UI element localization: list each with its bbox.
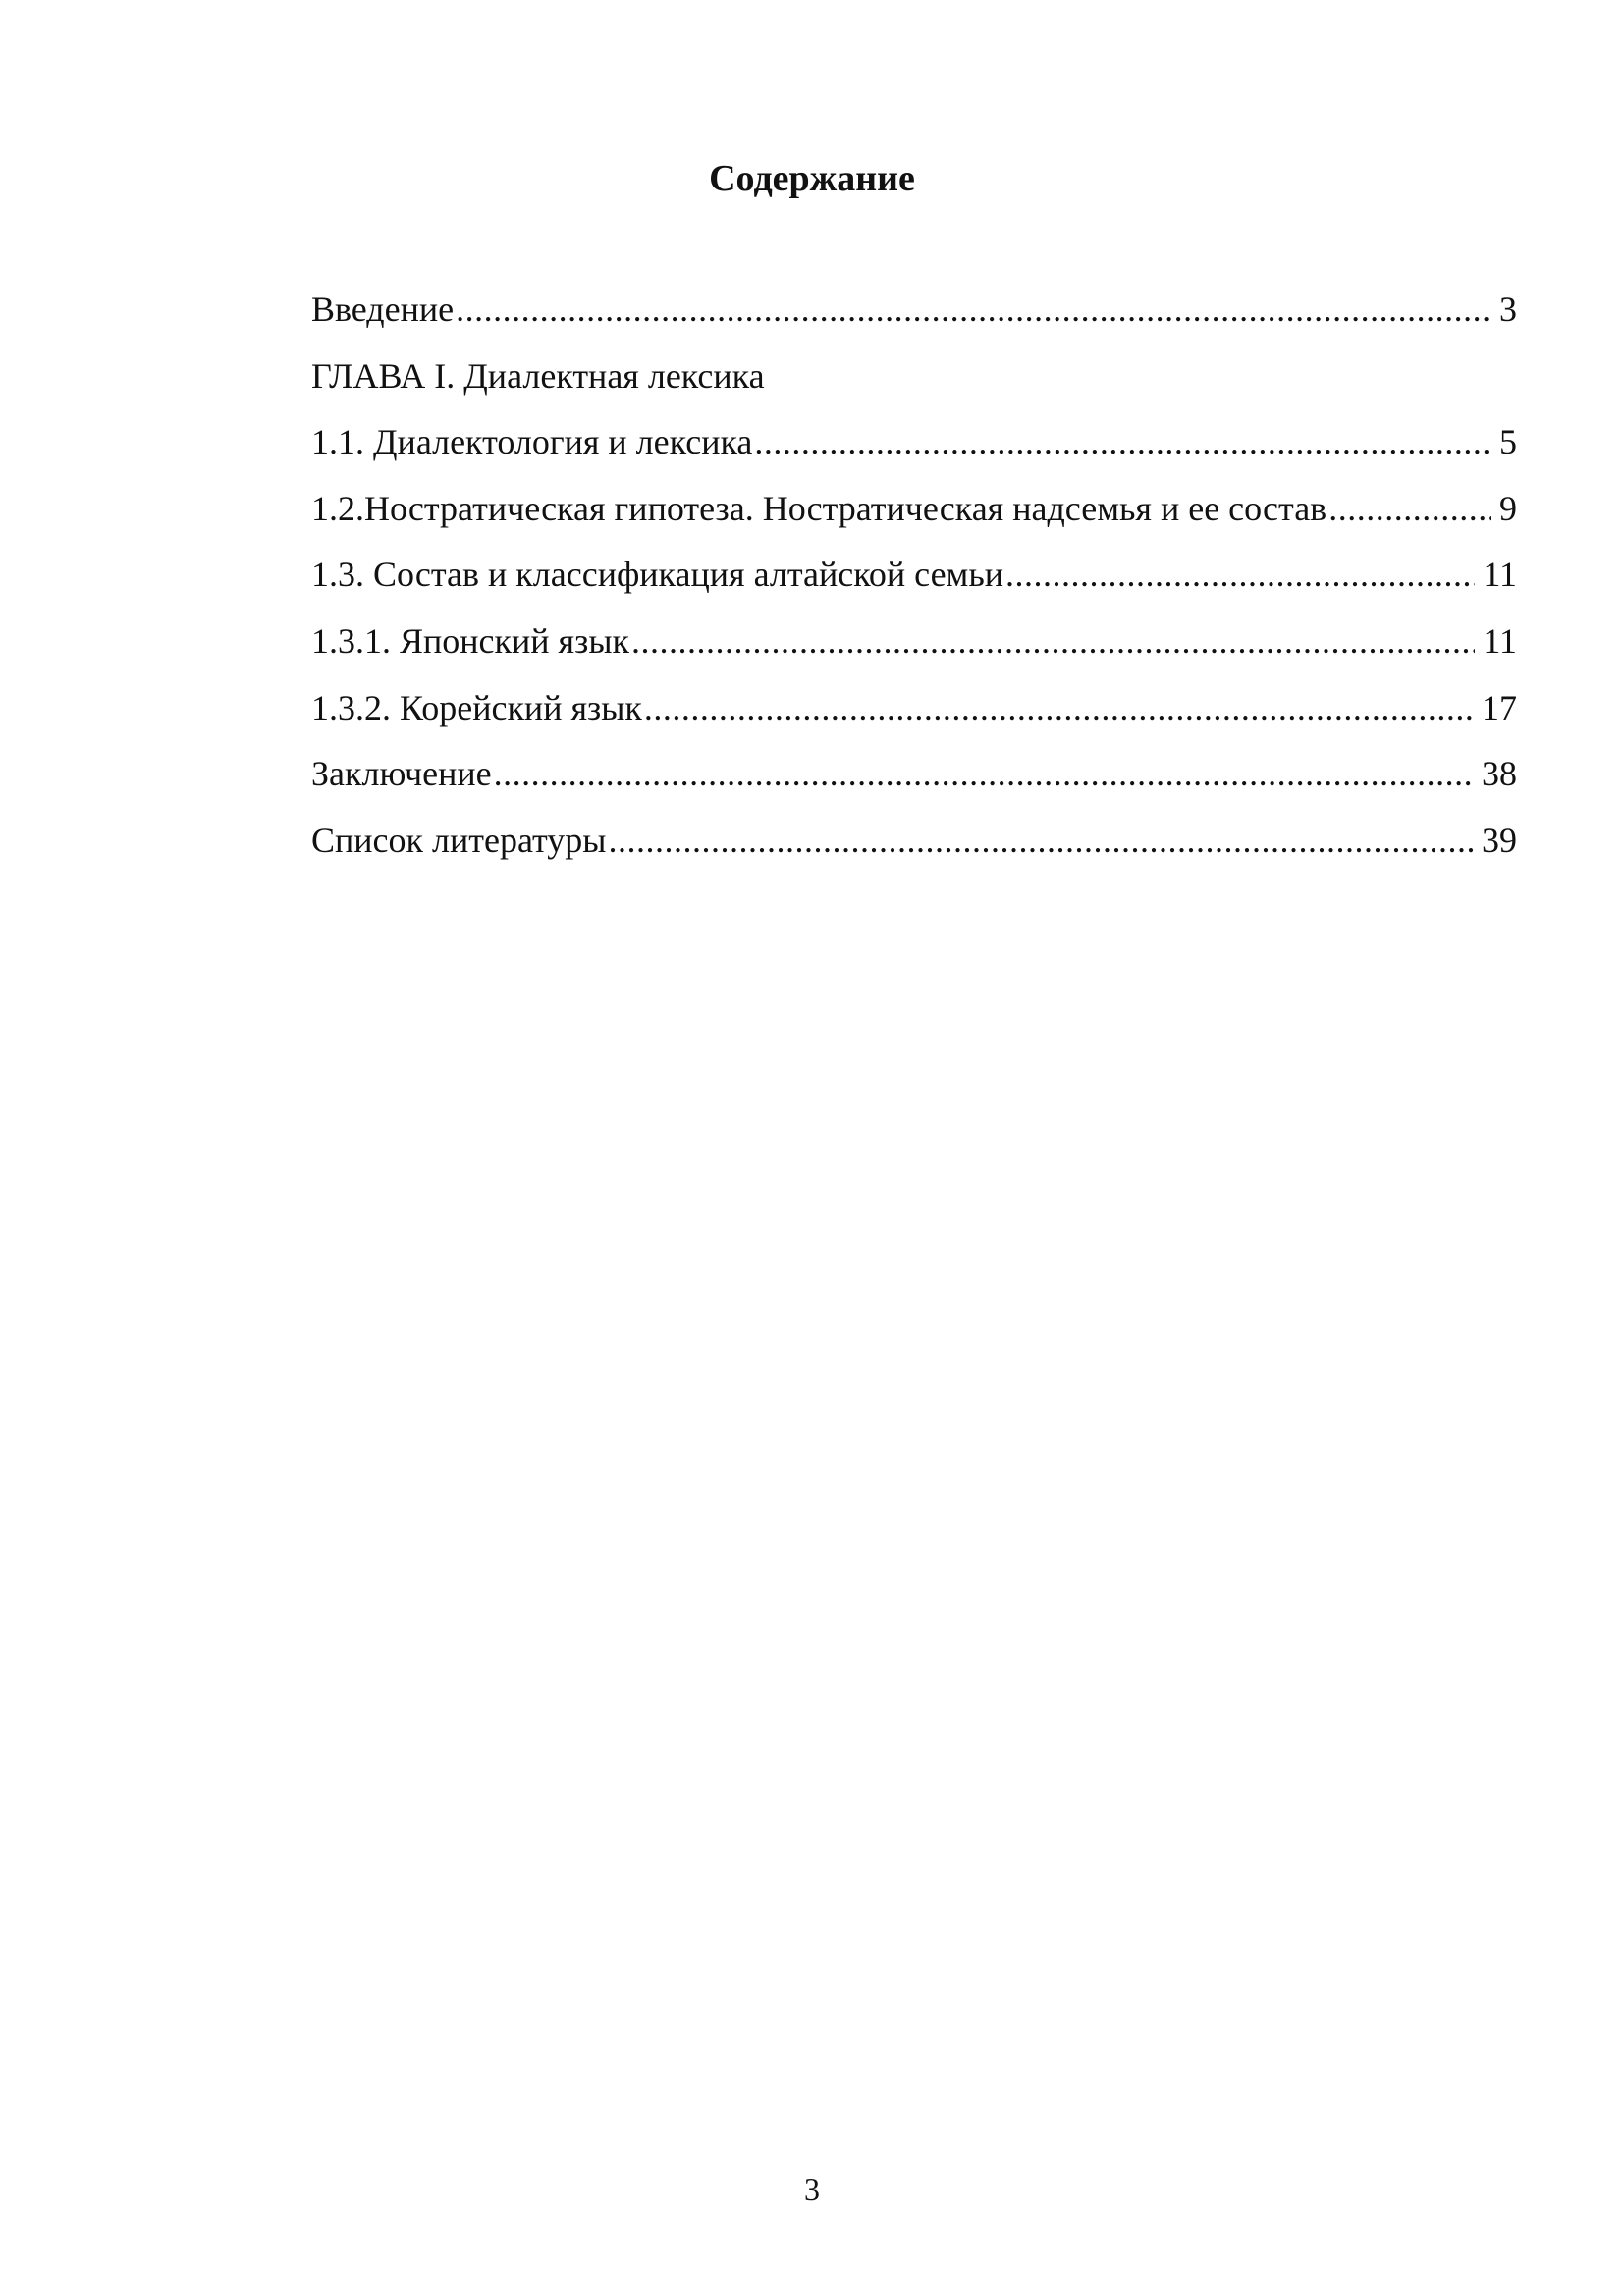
table-of-contents (311, 280, 1517, 877)
toc-dot-leader (644, 678, 1474, 737)
toc-entry-conclusion (311, 744, 1517, 811)
toc-entry-label: Список литературы (311, 820, 607, 860)
toc-entry-page: 17 (1482, 687, 1517, 727)
toc-entry-label: 1.3.1. Японский язык (311, 620, 629, 661)
toc-entry-label: Введение (311, 290, 455, 329)
toc-entry-label: 1.2.Ностратическая гипотеза. Ностратическая надсемья и ее состав (311, 488, 1327, 528)
page-number: 3 (804, 2171, 820, 2207)
toc-dot-leader (494, 744, 1474, 803)
toc-entry-1-1 (311, 412, 1517, 479)
toc-dot-leader (608, 811, 1474, 870)
toc-entry-page: 11 (1483, 620, 1517, 661)
toc-entry-page: 39 (1482, 820, 1517, 860)
toc-entry-1-3-1 (311, 612, 1517, 678)
toc-entry-1-3 (311, 545, 1517, 612)
toc-entry-label: Заключение (311, 754, 492, 794)
toc-title: Содержание (709, 158, 915, 199)
toc-entry-introduction (311, 280, 1517, 347)
toc-entry-chapter-1 (311, 347, 1517, 413)
toc-dot-leader (1005, 545, 1475, 604)
toc-entry-page: 11 (1483, 555, 1517, 595)
toc-dot-leader (754, 412, 1491, 471)
toc-entry-page: 5 (1499, 422, 1517, 462)
toc-entry-page: 9 (1499, 488, 1517, 528)
toc-entry-page: 3 (1499, 290, 1517, 329)
toc-entry-label: 1.3.2. Корейский язык (311, 687, 642, 727)
toc-entry-1-2 (311, 479, 1517, 546)
toc-entry-label: ГЛАВА I. Диалектная лексика (311, 355, 765, 396)
toc-entry-bibliography (311, 811, 1517, 878)
toc-entry-label: 1.1. Диалектология и лексика (311, 422, 753, 462)
toc-entry-1-3-2 (311, 678, 1517, 745)
toc-entry-page: 38 (1482, 754, 1517, 794)
toc-dot-leader (456, 280, 1491, 339)
toc-dot-leader (1328, 479, 1491, 538)
toc-entry-label: 1.3. Состав и классификация алтайской семьи (311, 555, 1004, 595)
toc-dot-leader (631, 612, 1475, 670)
